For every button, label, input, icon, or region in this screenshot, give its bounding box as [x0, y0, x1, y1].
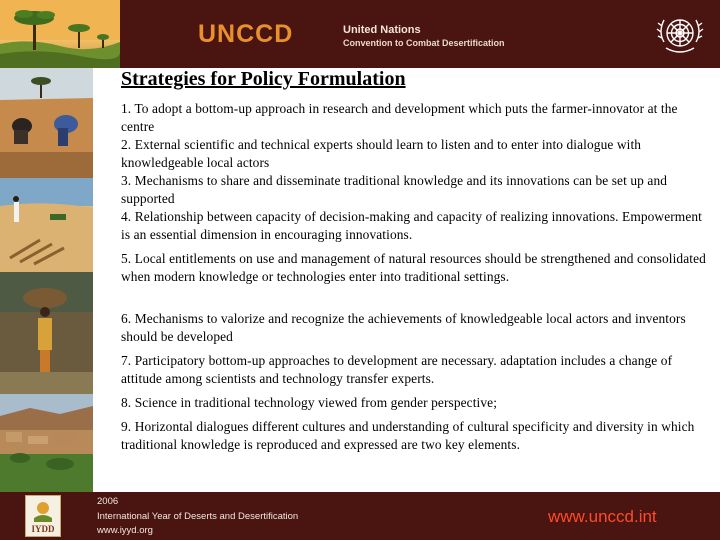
footer-year: 2006: [97, 496, 119, 507]
photo-strip: [0, 68, 93, 492]
strategy-item-1: 1. To adopt a bottom-up approach in research and development which puts the farmer-innovator at the centre: [121, 101, 678, 134]
footer-bar: [0, 492, 720, 540]
org-subtitle: Convention to Combat Desertification: [343, 38, 505, 48]
slide-title: Strategies for Policy Formulation: [121, 68, 406, 90]
photo-village-landscape: [0, 394, 93, 492]
strategy-item-6: 6. Mechanisms to valorize and recognize the achievements of knowledgeable local actors and inventors should be developed: [121, 311, 686, 344]
strategy-item-2: 2. External scientific and technical experts should learn to listen and to enter into dialogue with knowledgeable local actors: [121, 137, 642, 170]
photo-desert-workers: [0, 178, 93, 272]
footer-url-link[interactable]: www.unccd.int: [548, 507, 657, 526]
un-emblem-icon: [652, 8, 708, 60]
org-title: United Nations: [343, 24, 421, 36]
desert-tree-illustration: [0, 0, 120, 68]
photo-farmers-planting: [0, 68, 93, 178]
strategy-item-3: 3. Mechanisms to share and disseminate traditional knowledge and its innovations can be set up and supported: [121, 173, 668, 206]
unccd-logo-text: UNCCD: [198, 20, 294, 48]
header-bar: [0, 0, 720, 68]
strategy-item-4: 4. Relationship between capacity of decision-making and capacity of realizing innovations. Empowerment is an essential dimension in encouraging innovations.: [121, 209, 702, 242]
footer-event: International Year of Deserts and Desertification: [97, 511, 299, 522]
photo-woman-carrying-wood: [0, 272, 93, 394]
strategy-item-7: 7. Participatory bottom-up approaches to development are necessary. adaptation includes a change of attitude among scientists and technology transfer experts.: [121, 353, 673, 386]
iydd-logo: [25, 495, 61, 537]
footer-site-link[interactable]: www.iyyd.org: [97, 525, 153, 536]
strategy-item-5: 5. Local entitlements on use and management of natural resources should be strengthened and consolidated when modern knowledge or technologies enter into traditional settings.: [121, 251, 706, 284]
strategy-item-8: 8. Science in traditional technology viewed from gender perspective;: [121, 395, 498, 410]
strategy-item-9: 9. Horizontal dialogues different cultures and understanding of cultural specificity and diversity in which traditional knowledge is reproduced and expressed are two key elements.: [121, 419, 695, 452]
iydd-logo-text: IYDD: [31, 524, 55, 534]
